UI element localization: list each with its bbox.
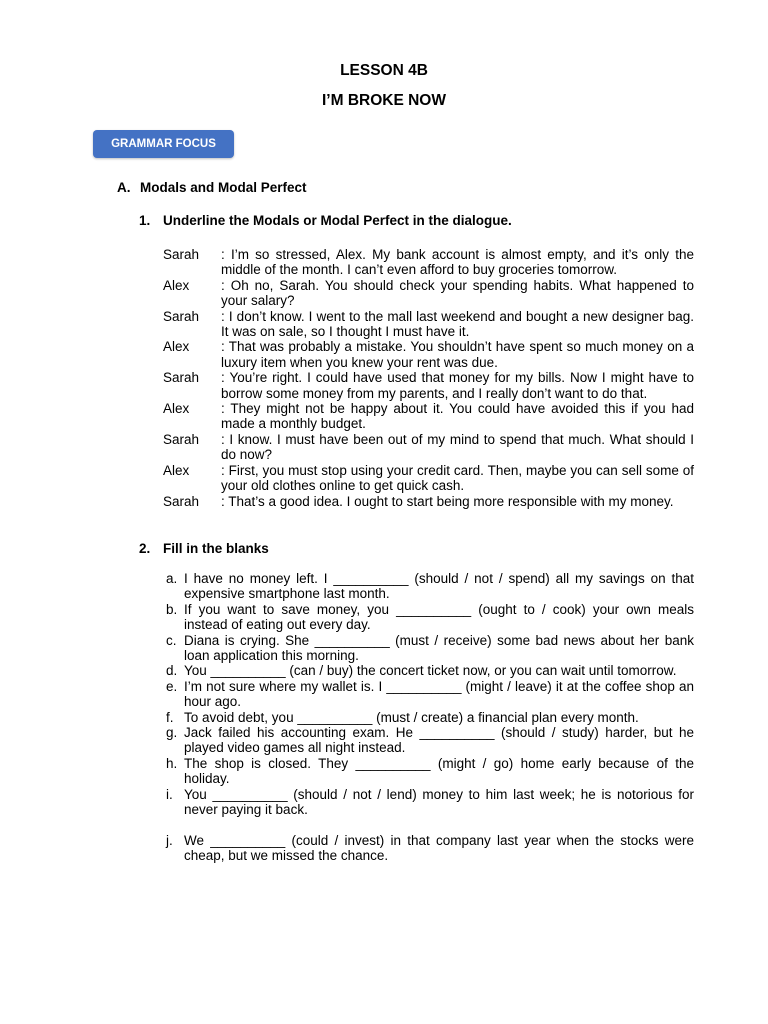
fill-item-marker: h. bbox=[166, 755, 178, 771]
fill-item-text: Jack failed his accounting exam. He __________ (should / study) harder, but he played video games all night instead. bbox=[184, 725, 694, 756]
fill-item bbox=[163, 663, 694, 678]
dialogue-text: : I don’t know. I went to the mall last weekend and bought a new designer bag. It was on sale, so I thought I must have it. bbox=[221, 308, 694, 340]
dialogue-line bbox=[163, 370, 694, 401]
dialogue-line bbox=[163, 463, 694, 494]
fill-item bbox=[163, 602, 694, 633]
question-1-heading bbox=[139, 213, 512, 228]
dialogue-text: : I’m so stressed, Alex. My bank account is almost empty, and it’s only the middle of the month. I can’t even afford to buy groceries tomorrow. bbox=[221, 247, 694, 278]
fill-item-marker: e. bbox=[166, 678, 178, 694]
dialogue-line bbox=[163, 401, 694, 432]
dialogue-line bbox=[163, 247, 694, 278]
dialogue-speaker: Sarah bbox=[163, 308, 200, 324]
dialogue-speaker: Sarah bbox=[163, 493, 200, 509]
fill-item bbox=[163, 679, 694, 710]
section-a-marker: A. bbox=[117, 180, 131, 195]
dialogue-speaker: Alex bbox=[163, 462, 190, 478]
dialogue-text: : First, you must stop using your credit card. Then, maybe you can sell some of your old clothes online to get quick cash. bbox=[221, 462, 694, 494]
fill-item-text: If you want to save money, you __________ (ought to / cook) your own meals instead of eating out every day. bbox=[184, 601, 694, 633]
dialogue-text: : They might not be happy about it. You could have avoided this if you had made a monthly budget. bbox=[221, 401, 694, 432]
fill-item-marker: j. bbox=[166, 832, 173, 848]
section-a-title: Modals and Modal Perfect bbox=[140, 180, 307, 195]
dialogue bbox=[163, 247, 694, 509]
section-a-heading bbox=[117, 180, 307, 195]
question-1-text: Underline the Modals or Modal Perfect in the dialogue. bbox=[163, 213, 512, 228]
fill-item-text: You __________ (can / buy) the concert ticket now, or you can wait until tomorrow. bbox=[184, 663, 677, 679]
question-2-marker: 2. bbox=[139, 541, 151, 556]
fill-item-marker: g. bbox=[166, 725, 178, 741]
fill-item-text: Diana is crying. She __________ (must / receive) some bad news about her bank loan application this morning. bbox=[184, 632, 694, 664]
dialogue-text: : Oh no, Sarah. You should check your spending habits. What happened to your salary? bbox=[221, 277, 694, 309]
fill-item-marker: f. bbox=[166, 709, 174, 725]
fill-in-list bbox=[163, 571, 694, 863]
dialogue-line bbox=[163, 278, 694, 309]
fill-item-text: We __________ (could / invest) in that company last year when the stocks were cheap, but we missed the chance. bbox=[184, 832, 694, 863]
dialogue-text: : You’re right. I could have used that money for my bills. Now I might have to borrow some money from my parents, and I really don’t want to do that. bbox=[221, 370, 694, 401]
dialogue-speaker: Sarah bbox=[163, 247, 200, 262]
lesson-title: I’M BROKE NOW bbox=[322, 92, 446, 109]
dialogue-speaker: Sarah bbox=[163, 370, 200, 386]
dialogue-text: : I know. I must have been out of my mind to spend that much. What should I do now? bbox=[221, 431, 694, 463]
fill-item-marker: a. bbox=[166, 571, 178, 586]
dialogue-speaker: Alex bbox=[163, 401, 190, 417]
fill-item-text: The shop is closed. They __________ (might / go) home early because of the holiday. bbox=[184, 755, 694, 787]
fill-item bbox=[163, 571, 694, 602]
fill-item-text: I have no money left. I __________ (should / not / spend) all my savings on that expensive smartphone last month. bbox=[184, 571, 694, 602]
fill-item-marker: c. bbox=[166, 632, 177, 648]
dialogue-line bbox=[163, 494, 694, 509]
fill-item-text: To avoid debt, you __________ (must / create) a financial plan every month. bbox=[184, 709, 639, 725]
lesson-number: LESSON 4B bbox=[340, 62, 428, 79]
dialogue-text: : That was probably a mistake. You shouldn’t have spent so much money on a luxury item when you knew your rent was due. bbox=[221, 339, 694, 370]
fill-item-marker: b. bbox=[166, 601, 178, 617]
fill-item bbox=[163, 833, 694, 864]
dialogue-line bbox=[163, 432, 694, 463]
fill-item-text: I’m not sure where my wallet is. I __________ (might / leave) it at the coffee shop an hour ago. bbox=[184, 678, 694, 710]
fill-item-marker: i. bbox=[166, 786, 173, 802]
fill-item bbox=[163, 710, 694, 725]
question-2-text: Fill in the blanks bbox=[163, 541, 269, 556]
fill-item bbox=[163, 787, 694, 818]
fill-item-text: You __________ (should / not / lend) money to him last week; he is notorious for never paying it back. bbox=[184, 786, 694, 818]
fill-item bbox=[163, 756, 694, 787]
dialogue-speaker: Alex bbox=[163, 277, 190, 293]
fill-item-marker: d. bbox=[166, 663, 178, 679]
dialogue-speaker: Sarah bbox=[163, 431, 200, 447]
fill-item bbox=[163, 633, 694, 664]
question-1-marker: 1. bbox=[139, 213, 151, 228]
dialogue-speaker: Alex bbox=[163, 339, 190, 355]
dialogue-line bbox=[163, 309, 694, 340]
dialogue-text: : That’s a good idea. I ought to start being more responsible with my money. bbox=[221, 493, 674, 509]
grammar-focus-badge: GRAMMAR FOCUS bbox=[93, 130, 234, 158]
fill-item bbox=[163, 725, 694, 756]
question-2-heading bbox=[139, 541, 269, 556]
dialogue-line bbox=[163, 339, 694, 370]
